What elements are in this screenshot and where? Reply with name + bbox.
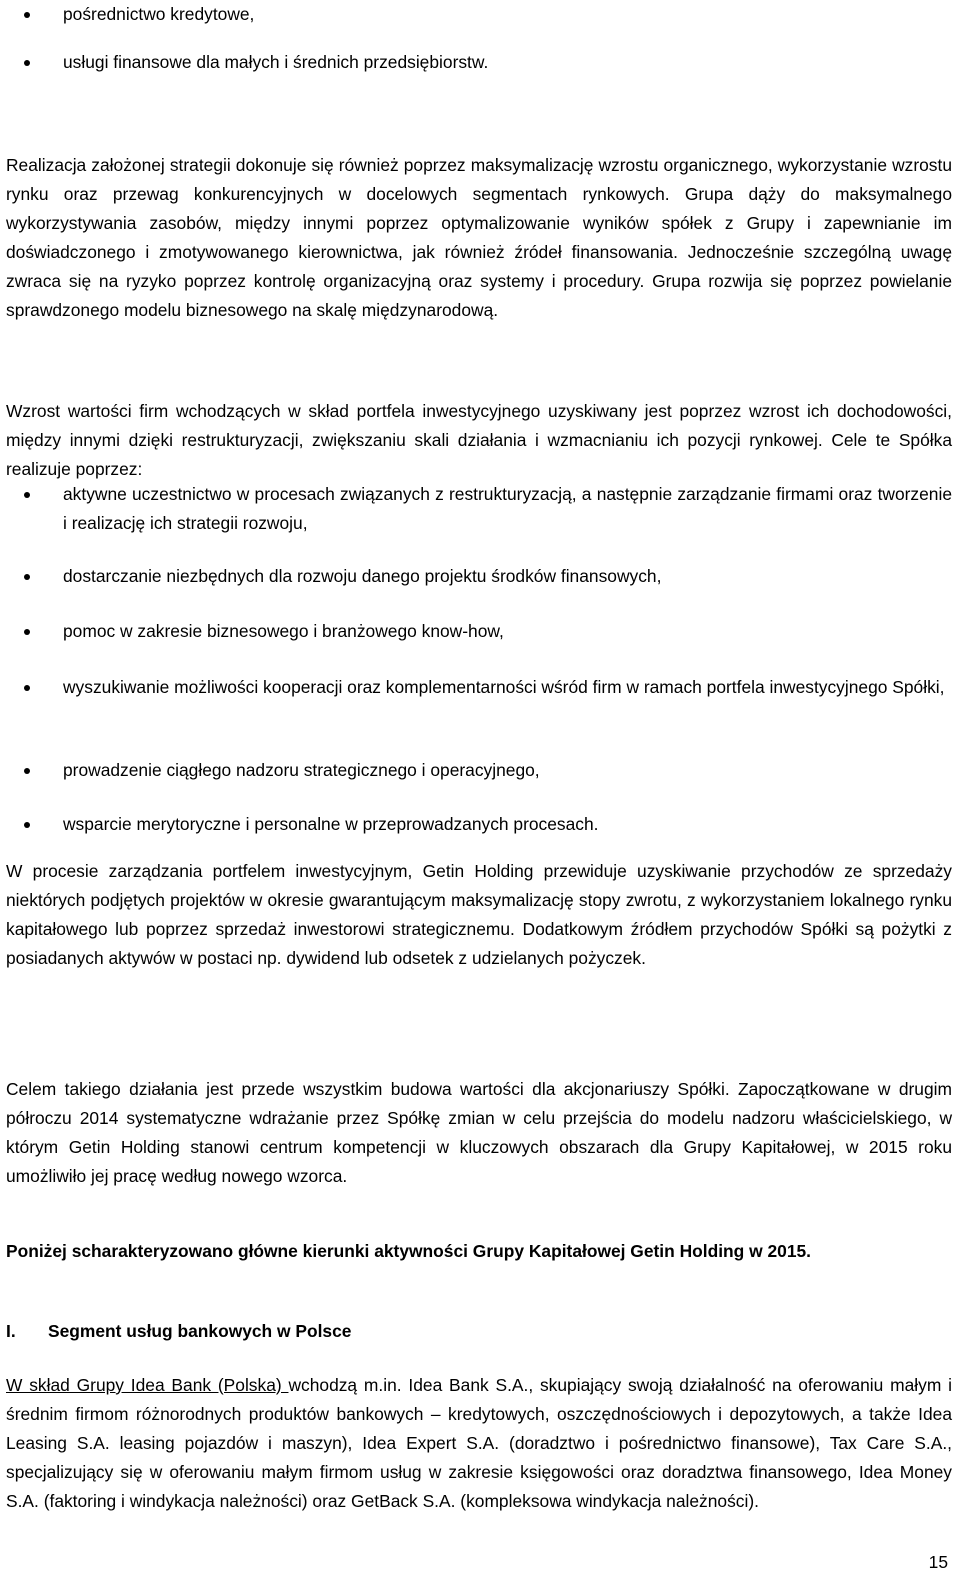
bullet-icon: [24, 574, 30, 580]
section-heading-number: I.: [6, 1321, 16, 1341]
section-heading: [0, 1317, 952, 1346]
section-heading-title: Segment usług bankowych w Polsce: [48, 1321, 352, 1341]
paragraph-portfolio: W procesie zarządzania portfelem inwestycyjnym, Getin Holding przewiduje uzyskiwanie przychodów ze sprzedaży niektórych podjętych projektów w okresie gwarantującym maksymalizację stopy zwrotu, z wykorzystaniem lokalnego rynku kapitałowego lub poprzez sprzedaż inwestorowi strategicznemu. Dodatkowym źródłem przychodów Spółki są pożytki z posiadanych aktywów w postaci np. dywidend lub odsetek z udzielanych pożyczek.: [6, 861, 952, 968]
page-number: 15: [928, 1552, 948, 1572]
bullet-icon: [24, 492, 30, 498]
bullet-icon: [24, 822, 30, 828]
list-item-text: aktywne uczestnictwo w procesach związanych z restrukturyzacją, a następnie zarządzanie firmami oraz tworzenie i realizację ich strategii rozwoju,: [63, 484, 952, 533]
list-item-text: wsparcie merytoryczne i personalne w przeprowadzanych procesach.: [63, 814, 599, 834]
bullet-icon: [24, 768, 30, 774]
list-item-text: usługi finansowe dla małych i średnich przedsiębiorstw.: [63, 52, 489, 72]
list-item-text: prowadzenie ciągłego nadzoru strategicznego i operacyjnego,: [63, 760, 540, 780]
paragraph-idea-bank-rest: wchodzą m.in. Idea Bank S.A., skupiający swoją działalność na oferowaniu małym i średnim firmom różnorodnych produktów bankowych – kredytowych, oszczędnościowych i depozytowych, a także Idea Leasing S.A. leasing pojazdów i maszyn), Idea Expert S.A. (doradztwo i pośrednictwo finansowe), Tax Care S.A., specjalizujący się w oferowaniu małym firmom usług w zakresie księgowości oraz doradztwa finansowego, Idea Money S.A. (faktoring i windykacja należności) oraz GetBack S.A. (kompleksowa windykacja należności).: [6, 1375, 952, 1511]
bullet-icon: [24, 12, 30, 18]
paragraph-growth: Wzrost wartości firm wchodzących w skład portfela inwestycyjnego uzyskiwany jest poprzez wzrost ich dochodowości, między innymi dzięki restrukturyzacji, zwiększaniu skali działania i wzmacnianiu ich pozycji rynkowej. Cele te Spółka realizuje poprzez:: [6, 401, 952, 479]
paragraph-goal: Celem takiego działania jest przede wszystkim budowa wartości dla akcjonariuszy Spółki. Zapoczątkowane w drugim półroczu 2014 systematyczne wdrażanie przez Spółkę zmian w celu przejścia do modelu nadzoru właścicielskiego, w którym Getin Holding stanowi centrum kompetencji w kluczowych obszarach dla Grupy Kapitałowej, w 2015 roku umożliwiło jej pracę według nowego wzorca.: [6, 1079, 952, 1186]
paragraph-strategy: Realizacja założonej strategii dokonuje się również poprzez maksymalizację wzrostu organicznego, wykorzystanie wzrostu rynku oraz przewag konkurencyjnych w docelowych segmentach rynkowych. Grupa dąży do maksymalnego wykorzystywania zasobów, między innymi poprzez optymalizowanie wyników spółek z Grupy i zapewnianie im doświadczonego i zmotywowanego kierownictwa, jak również źródeł finansowania. Jednocześnie szczególną uwagę zwraca się na ryzyko poprzez kontrolę organizacyjną oraz systemy i procedury. Grupa rozwija się poprzez powielanie sprawdzonego modelu biznesowego na skalę międzynarodową.: [6, 155, 952, 320]
list-item-text: pomoc w zakresie biznesowego i branżowego know-how,: [63, 621, 504, 641]
underlined-lead-text: W skład Grupy Idea Bank (Polska): [6, 1375, 289, 1395]
bullet-icon: [24, 60, 30, 66]
paragraph-bold-intro: Poniżej scharakteryzowano główne kierunki aktywności Grupy Kapitałowej Getin Holding w 2015.: [6, 1241, 812, 1261]
list-item-text: dostarczanie niezbędnych dla rozwoju danego projektu środków finansowych,: [63, 566, 662, 586]
list-item-text: wyszukiwanie możliwości kooperacji oraz komplementarności wśród firm w ramach portfela inwestycyjnego Spółki,: [63, 677, 945, 697]
paragraph-idea-bank: [6, 1371, 952, 1516]
bullet-icon: [24, 629, 30, 635]
bullet-icon: [24, 685, 30, 691]
list-item-text: pośrednictwo kredytowe,: [63, 4, 255, 24]
